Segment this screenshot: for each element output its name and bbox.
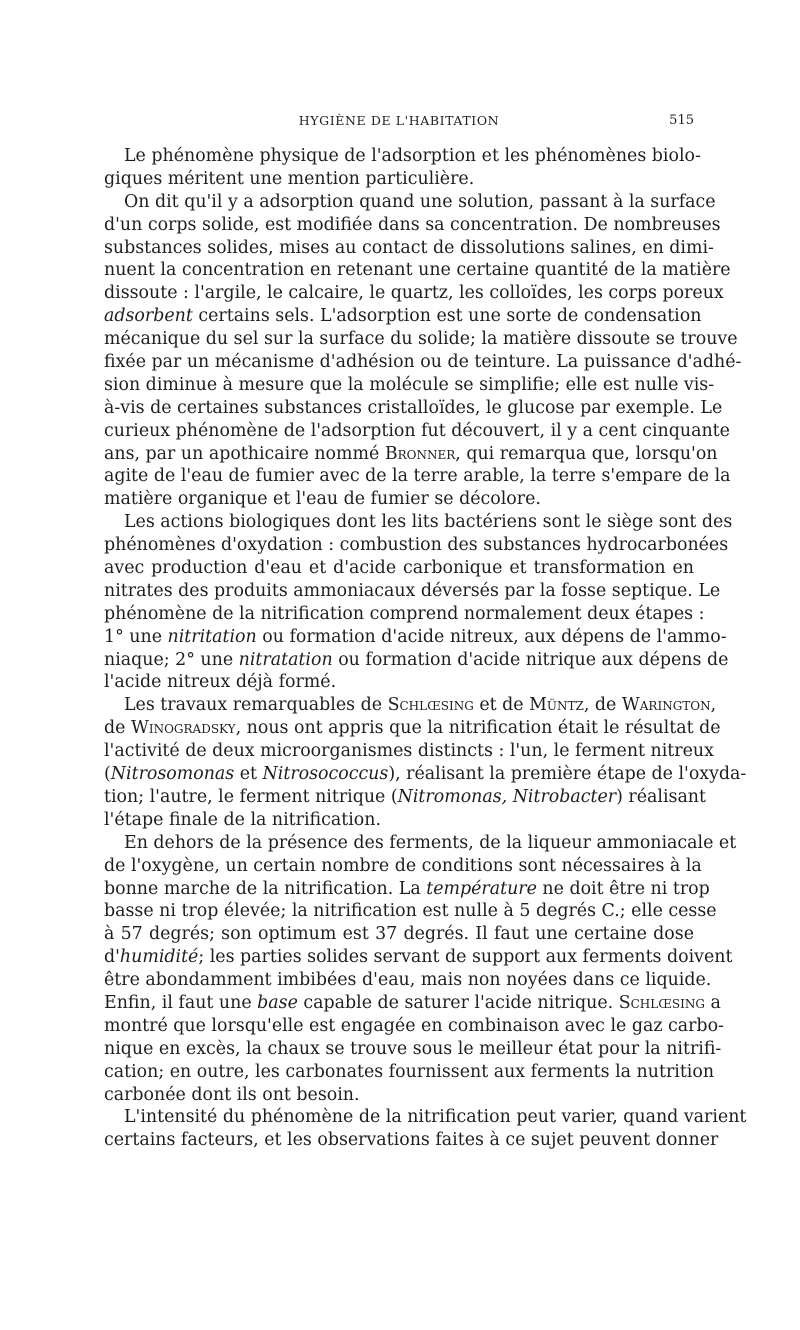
paragraph [104, 694, 747, 831]
text-run: ou formation d'acide nitreux, aux dépens de l'ammo- [256, 626, 727, 647]
text-run: ), réalisant la première étape de l'oxyda- [388, 764, 747, 785]
text-run: d' [104, 947, 120, 968]
italic-text: nitritation [167, 626, 257, 647]
running-title: HYGIÈNE DE L'HABITATION [298, 113, 500, 128]
text-line [104, 145, 701, 168]
small-caps-name: Winogradsky [130, 718, 236, 739]
text-line [104, 534, 729, 557]
small-caps-name: Warington [621, 695, 711, 716]
text-run: 1° une [104, 626, 168, 647]
text-line [104, 603, 705, 626]
text-line [104, 740, 714, 763]
text-line [104, 420, 730, 443]
paragraph [104, 191, 742, 511]
text-run: Le phénomène physique de l'adsorption et les phénomènes biolo- [124, 146, 701, 166]
text-line [104, 786, 707, 809]
text-run: de [104, 718, 131, 739]
text-run: matière organique et l'eau de fumier se décolore. [104, 489, 541, 510]
text-line [104, 763, 747, 786]
text-run: et de [473, 695, 530, 716]
text-line [104, 557, 694, 580]
italic-text: Nitrosomonas [110, 764, 235, 785]
text-line [104, 992, 721, 1015]
text-run: mécanique du sel sur la surface du solide; la matière dissoute se trouve [104, 329, 738, 350]
text-run: bonne marche de la nitrification. La [104, 878, 427, 899]
text-run: avec production d'eau et d'acide carbonique et transformation en [104, 558, 694, 579]
text-run: phénomènes d'oxydation : combustion des substances hydrocarbonées [104, 535, 729, 556]
text-line [104, 214, 721, 237]
text-run: sion diminue à mesure que la molécule se simplifie; elle est nulle vis- [104, 374, 715, 395]
text-run: substances solides, mises au contact de dissolutions salines, en dimi- [104, 237, 714, 258]
body-text [104, 145, 747, 1152]
text-line [104, 923, 694, 946]
text-line [104, 443, 718, 466]
text-run: Les travaux remarquables de [124, 695, 388, 716]
text-run: basse ni trop élevée; la nitrification est nulle à 5 degrés C.; elle cesse [104, 901, 717, 922]
text-line [104, 511, 733, 534]
text-line [104, 694, 717, 717]
text-run: l'étape finale de la nitrification. [104, 809, 381, 830]
italic-text: température [426, 878, 537, 899]
text-run: dissoute : l'argile, le calcaire, le quartz, les colloïdes, les corps poreux [104, 283, 724, 304]
text-run: ou formation d'acide nitrique aux dépens de [332, 649, 729, 670]
text-run: carbonée dont ils ont besoin. [104, 1084, 360, 1105]
text-run: Les actions biologiques dont les lits bactériens sont le siège sont des [124, 512, 733, 533]
paragraph [104, 1106, 747, 1152]
text-run: L'intensité du phénomène de la nitrification peut varier, quand varient [124, 1107, 747, 1128]
text-line [104, 1015, 724, 1038]
text-run: En dehors de la présence des ferments, de la liqueur ammoniacale et [124, 832, 737, 853]
small-caps-name: Müntz [529, 695, 584, 716]
text-line [104, 671, 694, 694]
text-run: cation; en outre, les carbonates fournissent aux ferments la nutrition [104, 1061, 715, 1082]
text-line [104, 717, 721, 740]
text-line [104, 259, 731, 282]
text-run: ; les parties solides servant de support aux ferments doivent [198, 947, 733, 968]
text-line [104, 328, 738, 351]
text-line [104, 946, 733, 969]
text-run: agite de l'eau de fumier avec de la terre arable, la terre s'empare de la [104, 466, 731, 487]
text-line [104, 1106, 747, 1129]
text-line [104, 305, 702, 328]
text-run: phénomène de la nitrification comprend normalement deux étapes : [104, 603, 705, 624]
text-line [104, 855, 702, 878]
text-run: , [710, 695, 717, 716]
text-line [104, 1084, 694, 1107]
text-line [104, 374, 715, 397]
italic-text: adsorbent [104, 306, 193, 327]
text-run: Enfin, il faut une [104, 992, 258, 1013]
text-run: , qui remarqua que, lorsqu'on [455, 443, 718, 464]
text-run: être abondamment imbibées d'eau, mais non noyées dans ce liquide. [104, 970, 712, 991]
text-line [104, 351, 742, 374]
text-run: capable de saturer l'acide nitrique. [297, 992, 619, 1013]
text-line [104, 649, 729, 672]
text-line [104, 465, 731, 488]
text-run: ) réalisant [616, 786, 707, 807]
text-run: nitrates des produits ammoniacaux déversés par la fosse septique. Le [104, 580, 721, 601]
text-line [104, 878, 710, 901]
text-line [104, 900, 717, 923]
text-line [104, 397, 723, 420]
text-run: ( [104, 764, 111, 785]
text-run: certains facteurs, et les observations faites à ce sujet peuvent donner [104, 1130, 719, 1151]
text-run: à-vis de certaines substances cristalloïdes, le glucose par exemple. Le [104, 397, 723, 418]
text-line [104, 832, 737, 855]
italic-text: nitratation [238, 649, 333, 670]
page-header [104, 111, 694, 131]
small-caps-name: Schlœsing [618, 992, 705, 1013]
text-run: nuent la concentration en retenant une certaine quantité de la matière [104, 260, 731, 281]
page-number: 515 [669, 113, 694, 128]
text-run: montré que lorsqu'elle est engagée en combinaison avec le gaz carbo- [104, 1015, 724, 1036]
text-run: giques méritent une mention particulière. [104, 168, 475, 189]
text-run: , de [583, 695, 622, 716]
text-run: d'un corps solide, est modifiée dans sa concentration. De nombreuses [104, 214, 721, 235]
text-run: à 57 degrés; son optimum est 37 degrés. Il faut une certaine dose [104, 924, 694, 945]
text-line [104, 626, 727, 649]
small-caps-name: Bronner [384, 443, 456, 464]
text-run: l'activité de deux microorganismes distincts : l'un, le ferment nitreux [104, 741, 714, 762]
text-run: curieux phénomène de l'adsorption fut découvert, il y a cent cinquante [104, 420, 730, 441]
text-line [104, 1038, 722, 1061]
text-line [104, 1061, 715, 1084]
small-caps-name: Schlœsing [387, 695, 474, 716]
text-line [104, 191, 716, 214]
text-run: , nous ont appris que la nitrification était le résultat de [235, 718, 721, 739]
text-run: tion; l'autre, le ferment nitrique ( [104, 786, 398, 807]
text-line [104, 580, 721, 603]
text-line [104, 809, 694, 832]
paragraph [104, 832, 737, 1107]
italic-text: Nitromonas, Nitrobacter [397, 786, 617, 807]
text-line [104, 488, 694, 511]
text-run: ans, par un apothicaire nommé [104, 443, 385, 464]
text-line [104, 237, 714, 260]
text-run: On dit qu'il y a adsorption quand une solution, passant à la surface [124, 191, 716, 212]
text-run: ne doit être ni trop [536, 878, 710, 899]
text-line [104, 168, 694, 191]
text-run: niaque; 2° une [104, 649, 239, 670]
text-line [104, 282, 724, 305]
text-run: et [234, 764, 263, 785]
text-run: nique en excès, la chaux se trouve sous le meilleur état pour la nitrifi- [104, 1038, 722, 1059]
italic-text: humidité [119, 947, 199, 968]
text-line [104, 969, 712, 992]
paragraph [104, 145, 701, 191]
text-line [104, 1129, 719, 1152]
text-run: a [704, 992, 721, 1013]
italic-text: base [257, 992, 298, 1013]
italic-text: Nitrosococcus [262, 764, 389, 785]
paragraph [104, 511, 733, 694]
text-run: l'acide nitreux déjà formé. [104, 672, 337, 693]
text-run: de l'oxygène, un certain nombre de conditions sont nécessaires à la [104, 855, 702, 876]
text-run: certains sels. L'adsorption est une sorte de condensation [192, 306, 702, 327]
text-run: fixée par un mécanisme d'adhésion ou de teinture. La puissance d'adhé- [104, 352, 742, 373]
